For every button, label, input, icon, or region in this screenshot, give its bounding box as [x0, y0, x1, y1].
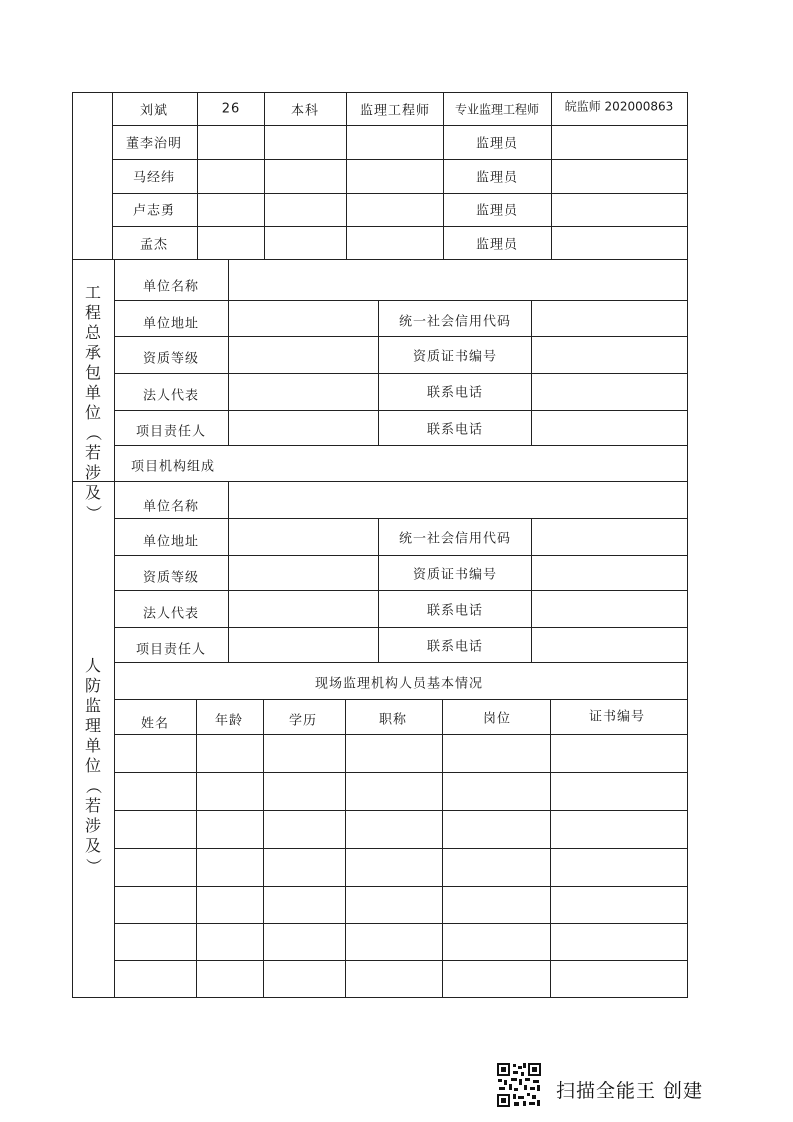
org-label: 项目机构组成 — [130, 459, 216, 475]
unit-address-label: 单位地址 — [142, 316, 200, 332]
qualification-label: 资质等级 — [142, 570, 200, 586]
staff-name: 孟杰 — [139, 237, 169, 253]
section-title: 现场监理机构人员基本情况 — [314, 676, 484, 692]
project-lead-label: 项目责任人 — [135, 642, 207, 658]
staff-position: 监理员 — [475, 170, 519, 186]
staff-name: 卢志勇 — [132, 203, 176, 219]
scanner-app-text: 扫描全能王 创建 — [556, 1080, 704, 1102]
header-age: 年龄 — [214, 713, 244, 729]
cert-no-label: 资质证书编号 — [412, 349, 498, 365]
staff-position: 监理员 — [475, 136, 519, 152]
unit-name-label: 单位名称 — [142, 499, 200, 515]
cert-no-label: 资质证书编号 — [412, 567, 498, 583]
header-education: 学历 — [288, 713, 318, 729]
phone-label: 联系电话 — [426, 385, 484, 401]
staff-cert: 皖监师 202000863 — [564, 99, 674, 114]
staff-position: 监理员 — [475, 237, 519, 253]
project-lead-label: 项目责任人 — [135, 424, 207, 440]
staff-name: 董李治明 — [125, 136, 183, 152]
credit-code-label: 统一社会信用代码 — [398, 531, 512, 547]
header-cert: 证书编号 — [588, 709, 646, 725]
unit-address-label: 单位地址 — [142, 534, 200, 550]
legal-rep-label: 法人代表 — [142, 606, 200, 622]
credit-code-label: 统一社会信用代码 — [398, 314, 512, 330]
phone-label-2: 联系电话 — [426, 422, 484, 438]
staff-position: 专业监理工程师 — [454, 102, 540, 117]
legal-rep-label: 法人代表 — [142, 388, 200, 404]
staff-title: 监理工程师 — [359, 103, 431, 119]
header-title: 职称 — [378, 712, 408, 728]
qr-code-icon — [496, 1062, 542, 1108]
general-contractor-side-label: 工 程 总 承 包 单 位 （ 若 涉 及 ） — [84, 283, 103, 521]
phone-label: 联系电话 — [426, 603, 484, 619]
header-name: 姓名 — [140, 716, 170, 732]
phone-label-2: 联系电话 — [426, 639, 484, 655]
staff-education: 本科 — [290, 103, 320, 119]
qualification-label: 资质等级 — [142, 351, 200, 367]
unit-name-label: 单位名称 — [142, 279, 200, 295]
header-position: 岗位 — [482, 711, 512, 727]
staff-name: 马经纬 — [132, 170, 176, 186]
staff-name: 刘斌 — [139, 103, 169, 119]
staff-age: 26 — [221, 101, 241, 117]
civil-defense-side-label: 人 防 监 理 单 位 （ 若 涉 及 ） — [84, 656, 103, 874]
staff-position: 监理员 — [475, 203, 519, 219]
